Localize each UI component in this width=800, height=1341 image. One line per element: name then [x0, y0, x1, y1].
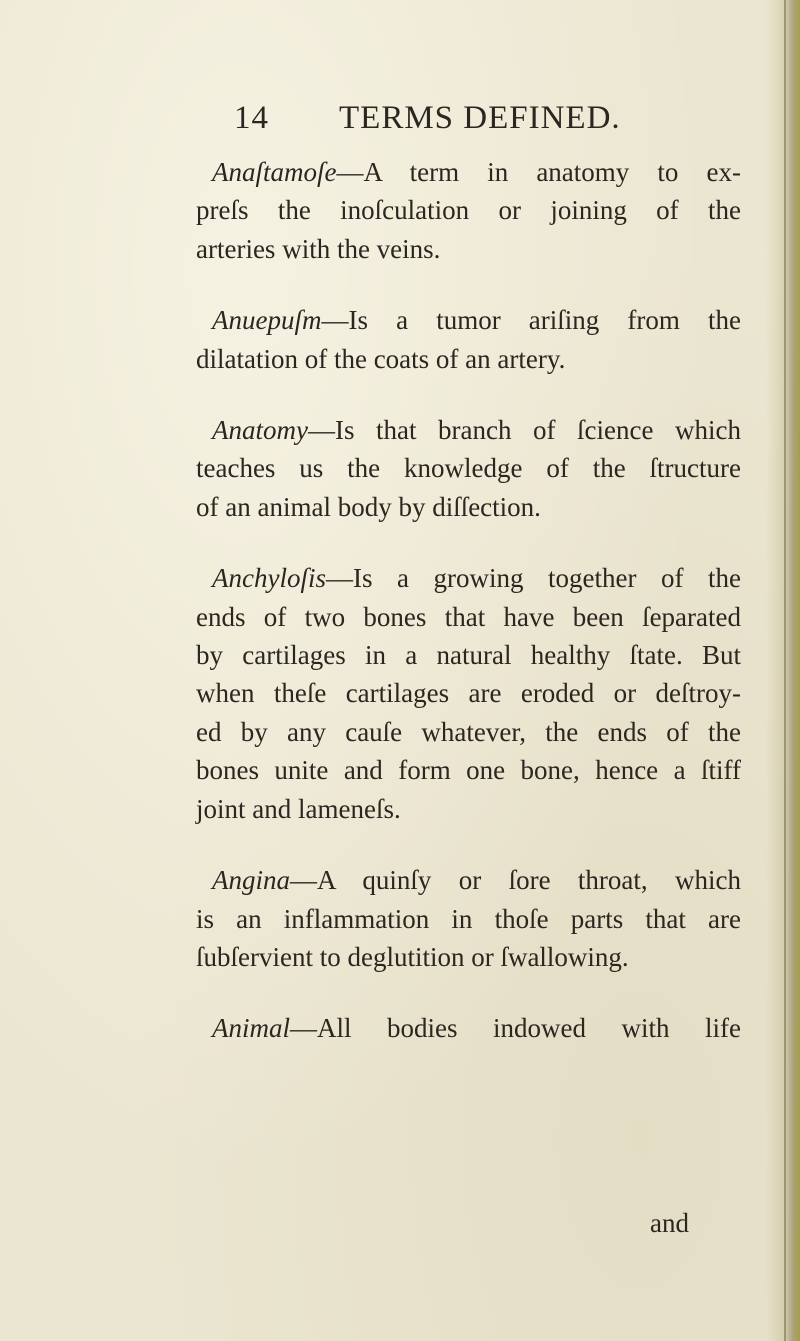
- entry-line: ed by any cauſe whatever, the ends of the: [196, 716, 741, 747]
- entry-term: Anaſtamoſe: [212, 157, 337, 187]
- definition-entry: [196, 301, 741, 378]
- definition-entry: [196, 861, 741, 976]
- entry-term: Animal: [212, 1013, 290, 1044]
- page-edge-line: [784, 0, 786, 1341]
- page-edge-shadow: [766, 0, 800, 1341]
- catchword: and: [650, 1208, 689, 1238]
- entry-line: teaches us the knowledge of the ſtructure: [196, 453, 741, 484]
- entry-first-line: [196, 559, 741, 597]
- entry-line: ends of two bones that have been ſeparated: [196, 601, 741, 632]
- entry-line: joint and lameneſs.: [196, 793, 401, 824]
- definition-entry: [196, 1009, 741, 1047]
- entry-line: of an animal body by diſſection.: [196, 491, 541, 522]
- definition-list: [196, 153, 741, 1081]
- entry-line: when theſe cartilages are eroded or deſtroy-: [196, 678, 741, 709]
- entry-term: Anchyloſis: [212, 563, 326, 594]
- definition-entry: [196, 411, 741, 526]
- entry-text: —Is a growing together of the: [325, 563, 741, 594]
- definition-entry: [196, 153, 741, 268]
- entry-line: dilatation of the coats of an artery.: [196, 343, 566, 374]
- entry-line: preſs the inoſculation or joining of the: [196, 195, 741, 226]
- entry-line: by cartilages in a natural healthy ſtate. But: [196, 640, 741, 671]
- page-header: [0, 100, 800, 148]
- entry-line: ſubſervient to deglutition or ſwallowing.: [196, 941, 629, 972]
- entry-line: is an inflammation in thoſe parts that are: [196, 903, 741, 934]
- page-number: 14: [234, 100, 269, 136]
- definition-entry: [196, 559, 741, 828]
- entry-line: bones unite and form one bone, hence a ſtiff: [196, 755, 741, 786]
- entry-line: arteries with the veins.: [196, 233, 441, 264]
- entry-text: —Is a tumor ariſing from the: [321, 305, 741, 336]
- entry-term: Anuериſm: [212, 305, 322, 336]
- running-title: TERMS DEFINED.: [339, 100, 621, 136]
- entry-text: —A quinſy or ſore throat, which: [290, 865, 741, 896]
- entry-text: —Is that branch of ſcience which: [307, 415, 741, 446]
- entry-term: Angina: [212, 865, 290, 896]
- entry-first-line: [196, 861, 741, 899]
- entry-term: Anatomy: [212, 415, 308, 446]
- entry-first-line: [196, 153, 741, 191]
- entry-first-line: [196, 411, 741, 449]
- entry-first-line: [196, 1009, 741, 1047]
- entry-first-line: [196, 301, 741, 339]
- entry-text: —All bodies indowed with life: [290, 1013, 741, 1044]
- entry-text: —A term in anatomy to ex-: [336, 157, 741, 187]
